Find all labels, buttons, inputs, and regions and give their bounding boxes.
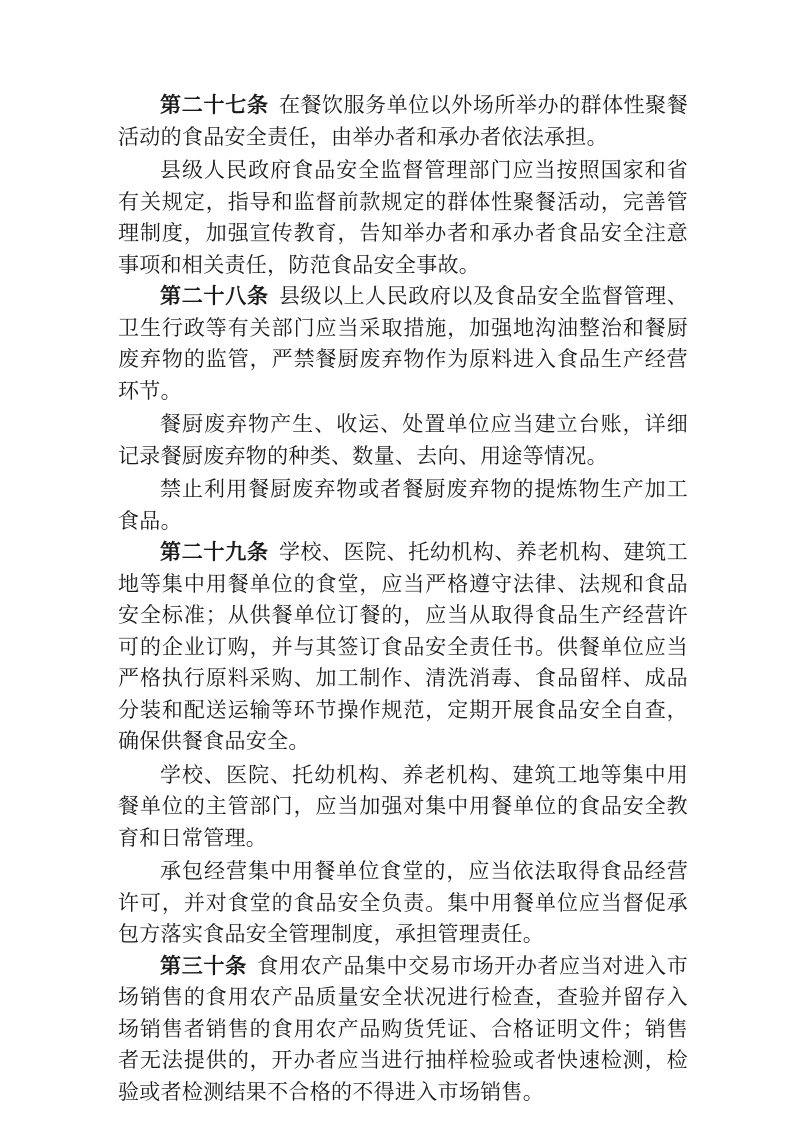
- article-29: [118, 537, 688, 951]
- article-subparagraph: 承包经营集中用餐单位食堂的，应当依法取得食品经营许可，并对食堂的食品安全负责。集中用餐单位应当督促承包方落实食品安全管理制度，承担管理责任。: [118, 859, 688, 946]
- article-heading: 第三十条: [160, 953, 247, 978]
- article-subparagraph: 禁止利用餐厨废弃物或者餐厨废弃物的提炼物生产加工食品。: [118, 477, 688, 533]
- document-page: [118, 90, 688, 1108]
- article-subparagraph: 餐厨废弃物产生、收运、处置单位应当建立台账，详细记录餐厨废弃物的种类、数量、去向、用途等情况。: [118, 412, 688, 468]
- article-subparagraph: 学校、医院、托幼机构、养老机构、建筑工地等集中用餐单位的主管部门，应当加强对集中用餐单位的食品安全教育和日常管理。: [118, 762, 688, 850]
- article-heading: 第二十九条: [160, 540, 269, 564]
- article-30: [118, 951, 688, 1109]
- article-28: [118, 281, 688, 537]
- article-text: 县级以上人民政府以及食品安全监督管理、卫生行政等有关部门应当采取措施，加强地沟油整治和餐厨废弃物的监管，严禁餐厨废弃物作为原料进入食品生产经营环节。: [118, 284, 689, 403]
- article-paragraph: [118, 281, 688, 407]
- article-heading: 第二十八条: [160, 284, 269, 308]
- article-paragraph: [118, 90, 688, 153]
- article-text: 学校、医院、托幼机构、养老机构、建筑工地等集中用餐单位的食堂，应当严格遵守法律、法规和食品安全标准；从供餐单位订餐的，应当从取得食品生产经营许可的企业订购，并与其签订食品安全责任书。供餐单位应当严格执行原料采购、加工制作、清洗消毒、食品留样、成品分装和配送运输等环节操作规范，定期开展食品安全自查，确保供餐食品安全。: [118, 540, 689, 753]
- article-text: 在餐饮服务单位以外场所举办的群体性聚餐活动的食品安全责任，由举办者和承办者依法承担。: [118, 93, 689, 149]
- article-27: [118, 90, 688, 281]
- article-paragraph: [118, 537, 688, 758]
- article-paragraph: [118, 951, 688, 1109]
- article-text: 食用农产品集中交易市场开办者应当对进入市场销售的食用农产品质量安全状况进行检查，查验并留存入场销售者销售的食用农产品购货凭证、合格证明文件；销售者无法提供的，开办者应当进行抽样检验或者快速检测，检验或者检测结果不合格的不得进入市场销售。: [118, 953, 688, 1104]
- article-heading: 第二十七条: [160, 93, 269, 117]
- article-subparagraph: 县级人民政府食品安全监督管理部门应当按照国家和省有关规定，指导和监督前款规定的群体性聚餐活动，完善管理制度，加强宣传教育，告知举办者和承办者食品安全注意事项和相关责任，防范食品安全事故。: [118, 158, 688, 277]
